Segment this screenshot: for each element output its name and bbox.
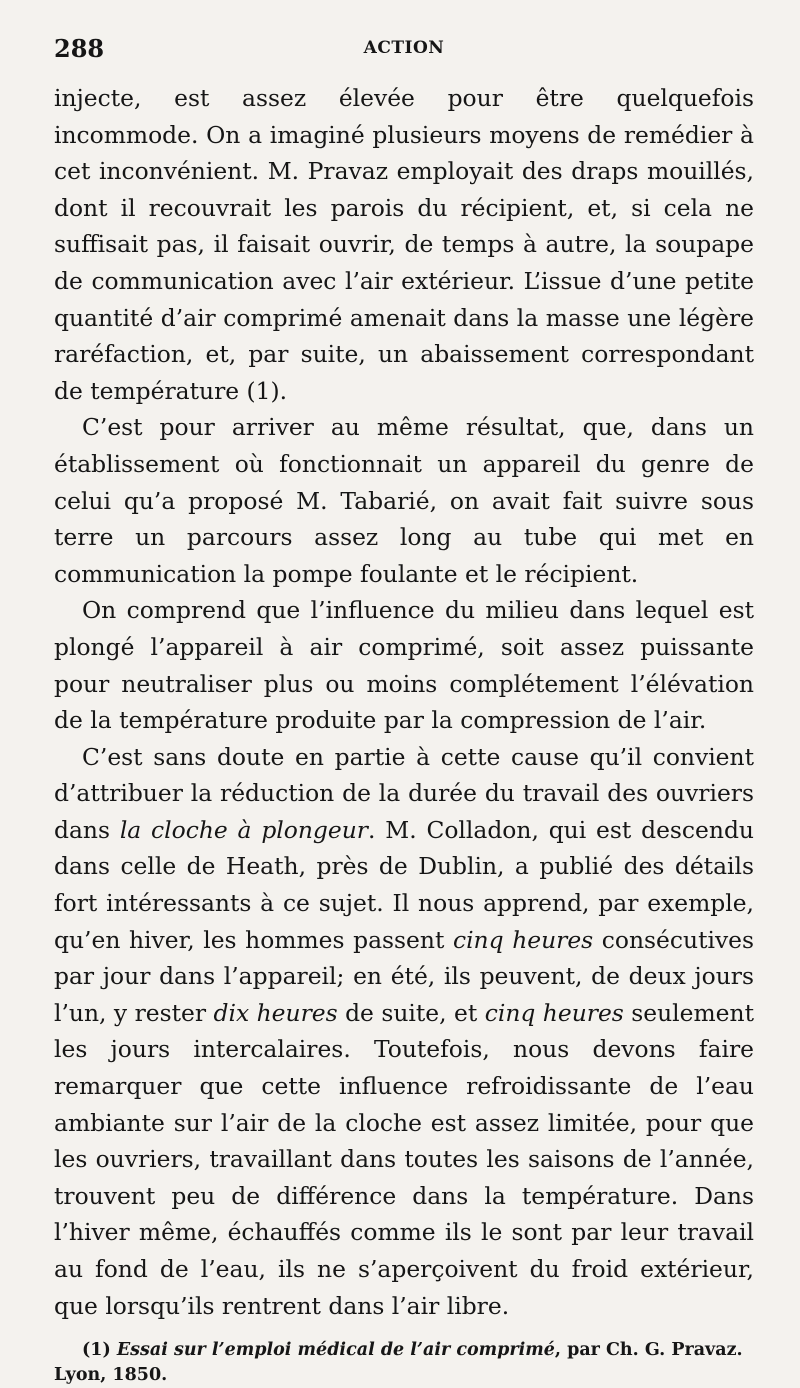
page-number: 288 <box>54 34 105 63</box>
footnote-marker: (1) <box>82 1340 111 1361</box>
paragraph-4-text-5: seulement les jours intercalaires. Toutefois, nous devons faire remarquer que cette influence refroidissante de l’eau ambiante sur l’air de la cloche est assez limitée, pour que les ouvriers, travaillant dans toutes les saisons de l’année, trouvent peu de différence dans la température. Dans l’hiver même, échauffés comme ils le sont par leur travail au fond de l’eau, ils ne s’aperçoivent du froid extérieur, que lorsqu’ils rentrent dans l’air libre. <box>54 998 754 1320</box>
paragraph-4-italic-2: cinq heures <box>452 925 594 954</box>
body-text <box>54 80 754 1324</box>
paragraph-2: C’est pour arriver au même résultat, que, dans un établissement où fonctionnait un appareil du genre de celui qu’a proposé M. Tabarié, on avait fait suivre sous terre un parcours assez long au tube qui met en communication la pompe foulante et le récipient. <box>54 413 754 588</box>
footnote-title: Essai sur l’emploi médical de l’air comprimé <box>116 1340 555 1361</box>
paragraph-3: On comprend que l’influence du milieu dans lequel est plongé l’appareil à air comprimé, soit assez puissante pour neutraliser plus ou moins complétement l’élévation de la température produite par la compression de l’air. <box>54 596 754 735</box>
paragraph-4-text-4: de suite, et <box>337 998 485 1027</box>
footnote-rest: , par Ch. G. Pravaz. Lyon, 1850. <box>54 1340 743 1386</box>
paragraph-4-text-2: . M. Colladon, qui est descendu dans celle de Heath, près de Dublin, a publié des détails fort intéressants à ce sujet. Il nous apprend, par exemple, qu’en hiver, les hommes passent <box>54 815 754 954</box>
running-title: ACTION <box>363 38 445 58</box>
paragraph-4-italic-3: dix heures <box>213 998 338 1027</box>
paragraph-4-text-3: consécutives par jour dans l’appareil; en été, ils peuvent, de deux jours l’un, y rester <box>54 925 755 1027</box>
paragraph-4-italic-4: cinq heures <box>484 998 624 1027</box>
paragraph-4-italic-1: la cloche à plongeur <box>119 815 368 844</box>
paragraph-4-text-1: C’est sans doute en partie à cette cause qu’il convient d’attribuer la réduction de la durée du travail des ouvriers dans <box>54 742 754 844</box>
page-header <box>54 34 754 80</box>
paragraph-1: injecte, est assez élevée pour être quelquefois incommode. On a imaginé plusieurs moyens de remédier à cet inconvénient. M. Pravaz employait des draps mouillés, dont il recouvrait les parois du récipient, et, si cela ne suffisait pas, il faisait ouvrir, de temps à autre, la soupape de communication avec l’air extérieur. L’issue d’une petite quantité d’air comprimé amenait dans la masse une légère raréfaction, et, par suite, un abaissement correspondant de température (1). <box>54 84 754 405</box>
footnote <box>54 1338 754 1388</box>
paragraph-4 <box>54 739 754 1325</box>
